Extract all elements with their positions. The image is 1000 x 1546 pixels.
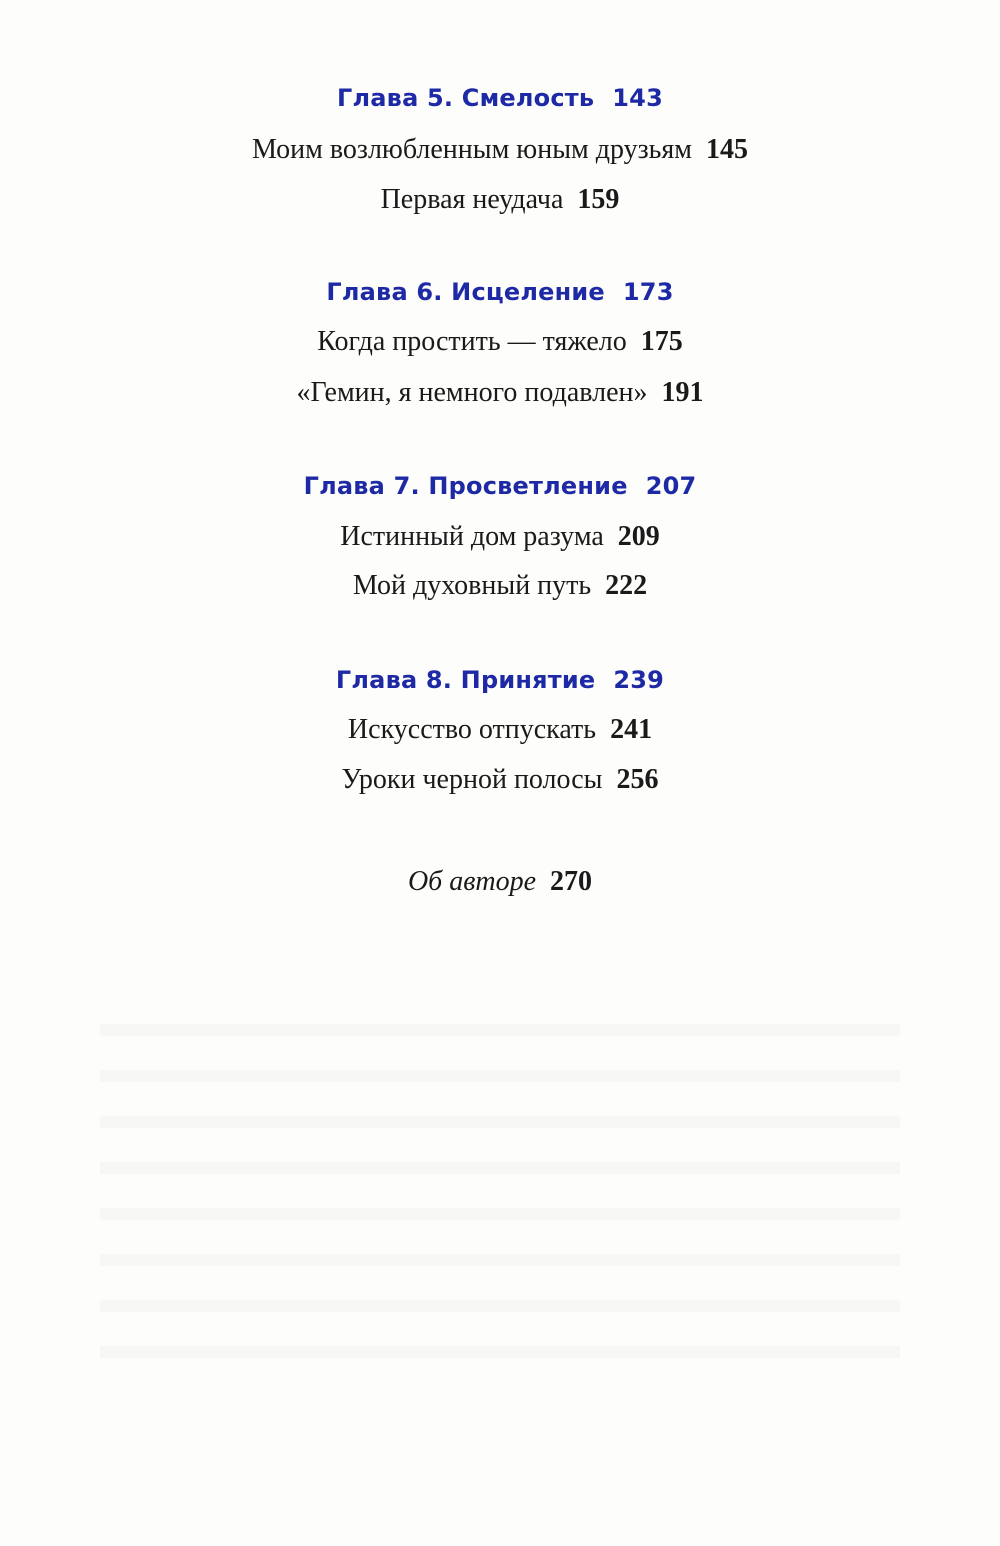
chapter-title: Глава 6. Исцеление: [326, 278, 605, 306]
entry-title: Моим возлюбленным юным друзьям: [251, 134, 693, 165]
chapter-page-number: 173: [622, 278, 674, 306]
toc-entry[interactable]: [0, 714, 1000, 746]
entry-title: Мой духовный путь: [352, 570, 592, 601]
entry-page-number: 222: [605, 570, 648, 601]
toc-entry[interactable]: [0, 521, 1000, 553]
toc-entry[interactable]: [0, 184, 1000, 216]
entry-page-number: 159: [577, 184, 620, 215]
toc-entry[interactable]: [0, 377, 1000, 409]
entry-title: Искусство отпускать: [347, 714, 597, 745]
toc-entry[interactable]: [0, 134, 1000, 166]
entry-title: Когда простить — тяжело: [317, 326, 627, 357]
entry-page-number: 256: [616, 764, 659, 795]
entry-title: Уроки черной полосы: [341, 764, 603, 795]
toc-entry[interactable]: [0, 764, 1000, 796]
chapter-heading-5[interactable]: [0, 84, 1000, 112]
entry-page-number: 175: [640, 326, 683, 357]
toc-entry[interactable]: [0, 570, 1000, 602]
chapter-heading-8[interactable]: [0, 666, 1000, 694]
entry-title: Первая неудача: [380, 184, 564, 215]
chapter-heading-6[interactable]: [0, 278, 1000, 306]
toc-entry[interactable]: [0, 326, 1000, 358]
entry-page-number: 270: [550, 866, 593, 897]
paper-bleed-through: [100, 990, 900, 1390]
entry-page-number: 191: [661, 377, 704, 408]
entry-title: «Гемин, я немного подавлен»: [296, 377, 648, 408]
entry-title: Об авторе: [407, 866, 537, 897]
chapter-page-number: 143: [612, 84, 663, 112]
chapter-title: Глава 7. Просветление: [303, 472, 628, 500]
chapter-heading-7[interactable]: [0, 472, 1000, 500]
chapter-page-number: 207: [645, 472, 697, 500]
entry-page-number: 145: [706, 134, 749, 165]
entry-page-number: 241: [610, 714, 653, 745]
chapter-title: Глава 8. Принятие: [335, 666, 596, 694]
chapter-page-number: 239: [613, 666, 665, 694]
toc-entry-about-author[interactable]: [0, 866, 1000, 898]
entry-title: Истинный дом разума: [340, 521, 604, 552]
entry-page-number: 209: [617, 521, 660, 552]
chapter-title: Глава 5. Смелость: [337, 84, 595, 112]
